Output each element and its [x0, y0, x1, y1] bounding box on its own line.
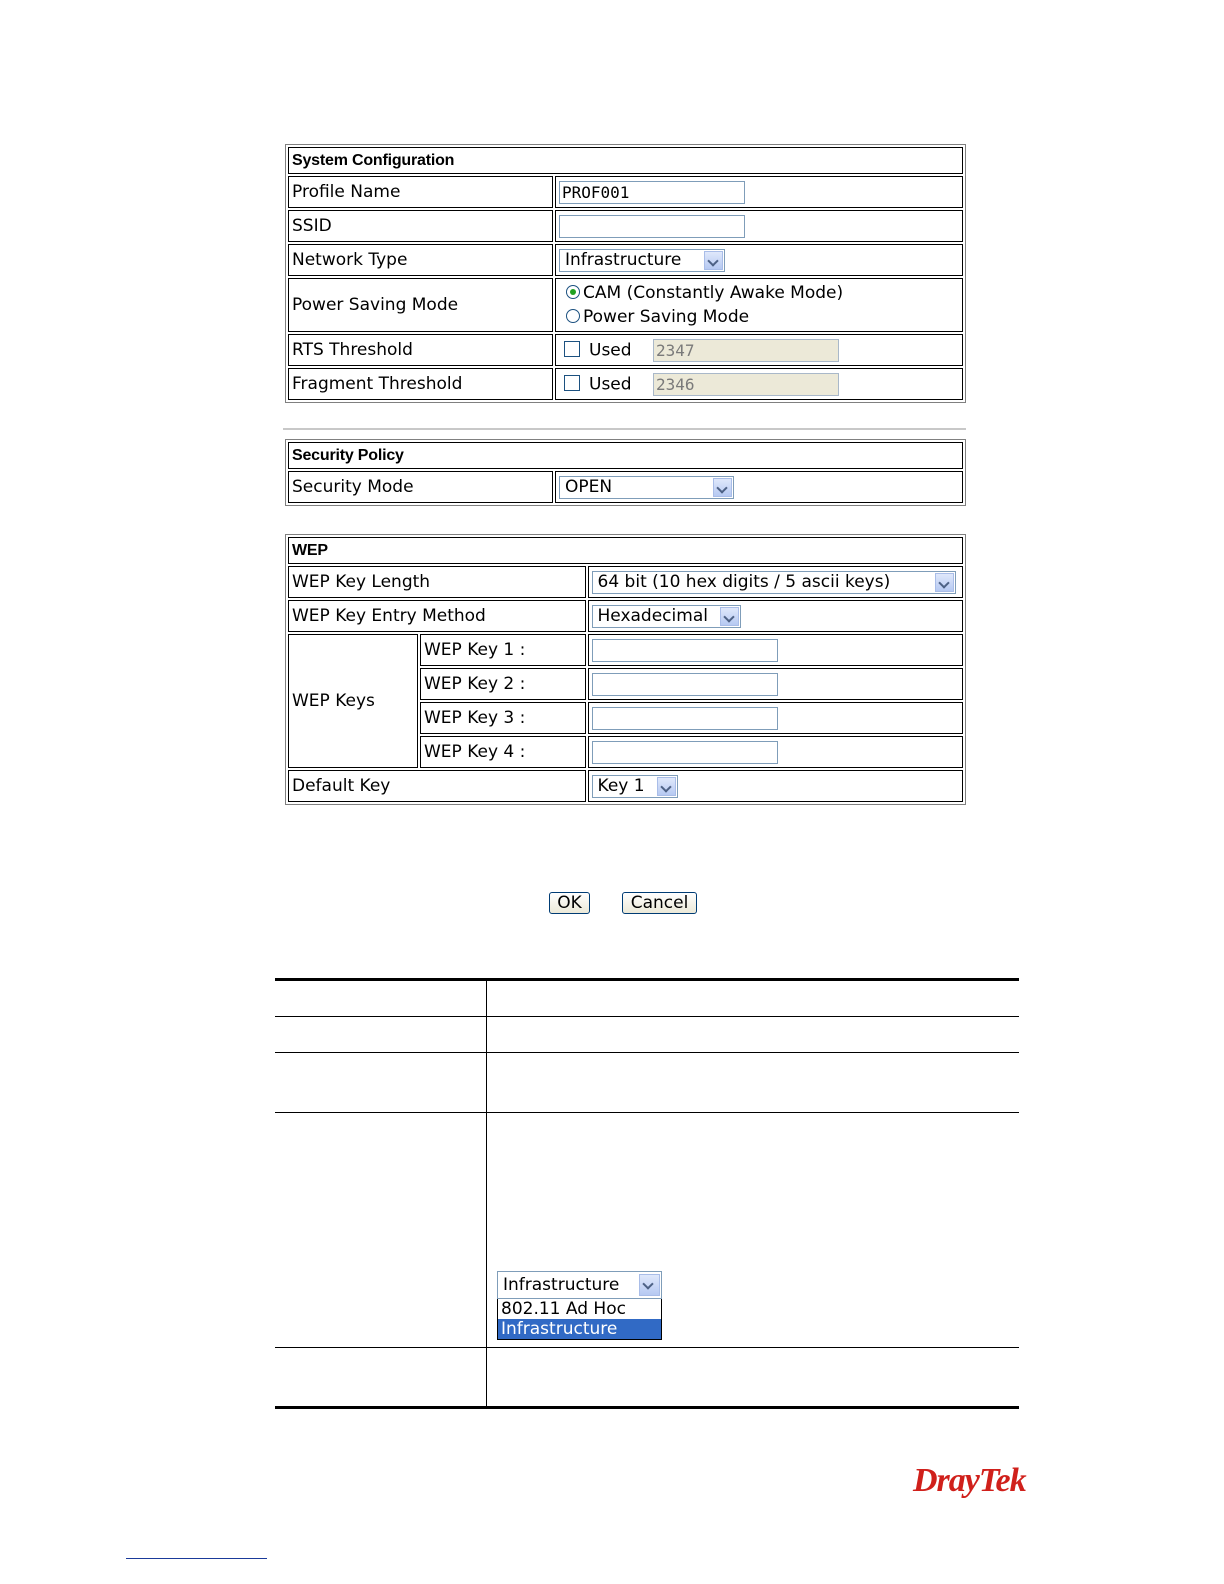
table-top-border [275, 978, 1019, 981]
fragment-threshold-label: Fragment Threshold [288, 368, 553, 400]
power-option-cam-label: CAM (Constantly Awake Mode) [583, 283, 844, 303]
default-key-value: Key 1 [597, 776, 645, 796]
default-key-label: Default Key [288, 770, 586, 802]
profile-name-input[interactable]: PROF001 [559, 181, 745, 204]
wep-key-3-input[interactable] [592, 707, 778, 730]
rts-used-checkbox[interactable] [564, 341, 580, 357]
wep-key-4-input[interactable] [592, 741, 778, 764]
table-bottom-border [275, 1406, 1019, 1409]
wep-entry-method-select[interactable] [592, 605, 741, 628]
wep-key-1-label: WEP Key 1 : [420, 634, 586, 666]
rts-threshold-input[interactable]: 2347 [653, 339, 839, 362]
chevron-down-icon[interactable] [657, 777, 676, 796]
ssid-cell [555, 210, 963, 242]
system-configuration-table [285, 144, 966, 403]
chevron-down-icon[interactable] [704, 251, 723, 270]
wep-key-4-cell [588, 736, 963, 768]
wep-key-2-cell [588, 668, 963, 700]
power-option-cam[interactable] [566, 281, 959, 305]
rts-threshold-cell [555, 334, 963, 366]
footer-rule [126, 1558, 267, 1559]
wep-entry-method-value: Hexadecimal [597, 606, 708, 626]
rts-used-label: Used [589, 340, 632, 360]
ssid-input[interactable] [559, 215, 745, 238]
wep-key-length-value: 64 bit (10 hex digits / 5 ascii keys) [597, 572, 891, 592]
wep-entry-method-cell [588, 600, 963, 632]
wep-key-1-input[interactable] [592, 639, 778, 662]
power-saving-cell [555, 278, 963, 332]
ok-button[interactable]: OK [549, 892, 590, 914]
profile-name-label: Profile Name [288, 176, 553, 208]
network-type-label: Network Type [288, 244, 553, 276]
dropdown-example-selected: Infrastructure [503, 1275, 620, 1295]
chevron-down-icon[interactable] [639, 1274, 660, 1296]
security-policy-table [285, 439, 966, 506]
wep-key-1-cell [588, 634, 963, 666]
security-policy-header: Security Policy [288, 442, 963, 469]
wep-key-2-input[interactable] [592, 673, 778, 696]
cancel-button[interactable]: Cancel [622, 892, 697, 914]
fragment-threshold-cell [555, 368, 963, 400]
power-option-psm[interactable] [566, 305, 959, 329]
chevron-down-icon[interactable] [720, 607, 739, 626]
dropdown-example-list [497, 1299, 662, 1340]
network-type-dropdown-example [497, 1271, 662, 1340]
profile-name-cell [555, 176, 963, 208]
radio-selected-icon[interactable] [566, 285, 580, 299]
wep-entry-method-label: WEP Key Entry Method [288, 600, 586, 632]
radio-unselected-icon[interactable] [566, 309, 580, 323]
frag-used-label: Used [589, 374, 632, 394]
wep-key-2-label: WEP Key 2 : [420, 668, 586, 700]
table-row-divider [275, 1016, 1019, 1017]
frag-used-checkbox[interactable] [564, 375, 580, 391]
chevron-down-icon[interactable] [935, 573, 954, 592]
wep-keys-label: WEP Keys [288, 634, 418, 768]
power-option-psm-label: Power Saving Mode [583, 307, 750, 327]
security-mode-label: Security Mode [288, 471, 553, 503]
default-key-select[interactable] [592, 775, 678, 798]
dropdown-option-highlighted[interactable]: Infrastructure [498, 1319, 661, 1339]
wep-header: WEP [288, 537, 963, 564]
table-row-divider [275, 1112, 1019, 1113]
chevron-down-icon[interactable] [713, 478, 732, 497]
wep-key-4-label: WEP Key 4 : [420, 736, 586, 768]
security-mode-value: OPEN [565, 477, 613, 497]
wep-table [285, 534, 966, 805]
default-key-cell [588, 770, 963, 802]
draytek-logo: DrayTek [913, 1462, 1026, 1499]
network-type-select[interactable] [559, 249, 725, 272]
system-configuration-header: System Configuration [288, 147, 963, 174]
rts-threshold-label: RTS Threshold [288, 334, 553, 366]
section-divider [283, 428, 966, 430]
security-mode-select[interactable] [559, 476, 734, 499]
wep-key-length-cell [588, 566, 963, 598]
wep-key-length-label: WEP Key Length [288, 566, 586, 598]
wep-key-3-cell [588, 702, 963, 734]
security-mode-cell [555, 471, 963, 503]
dropdown-option[interactable]: 802.11 Ad Hoc [501, 1299, 626, 1319]
power-saving-label: Power Saving Mode [288, 278, 553, 332]
dropdown-example-select[interactable] [497, 1271, 662, 1299]
table-column-divider [486, 981, 487, 1406]
wep-key-length-select[interactable] [592, 571, 956, 594]
table-row-divider [275, 1052, 1019, 1053]
ssid-label: SSID [288, 210, 553, 242]
network-type-value: Infrastructure [565, 250, 682, 270]
network-type-cell [555, 244, 963, 276]
fragment-threshold-input[interactable]: 2346 [653, 373, 839, 396]
table-row-divider [275, 1347, 1019, 1348]
wep-key-3-label: WEP Key 3 : [420, 702, 586, 734]
